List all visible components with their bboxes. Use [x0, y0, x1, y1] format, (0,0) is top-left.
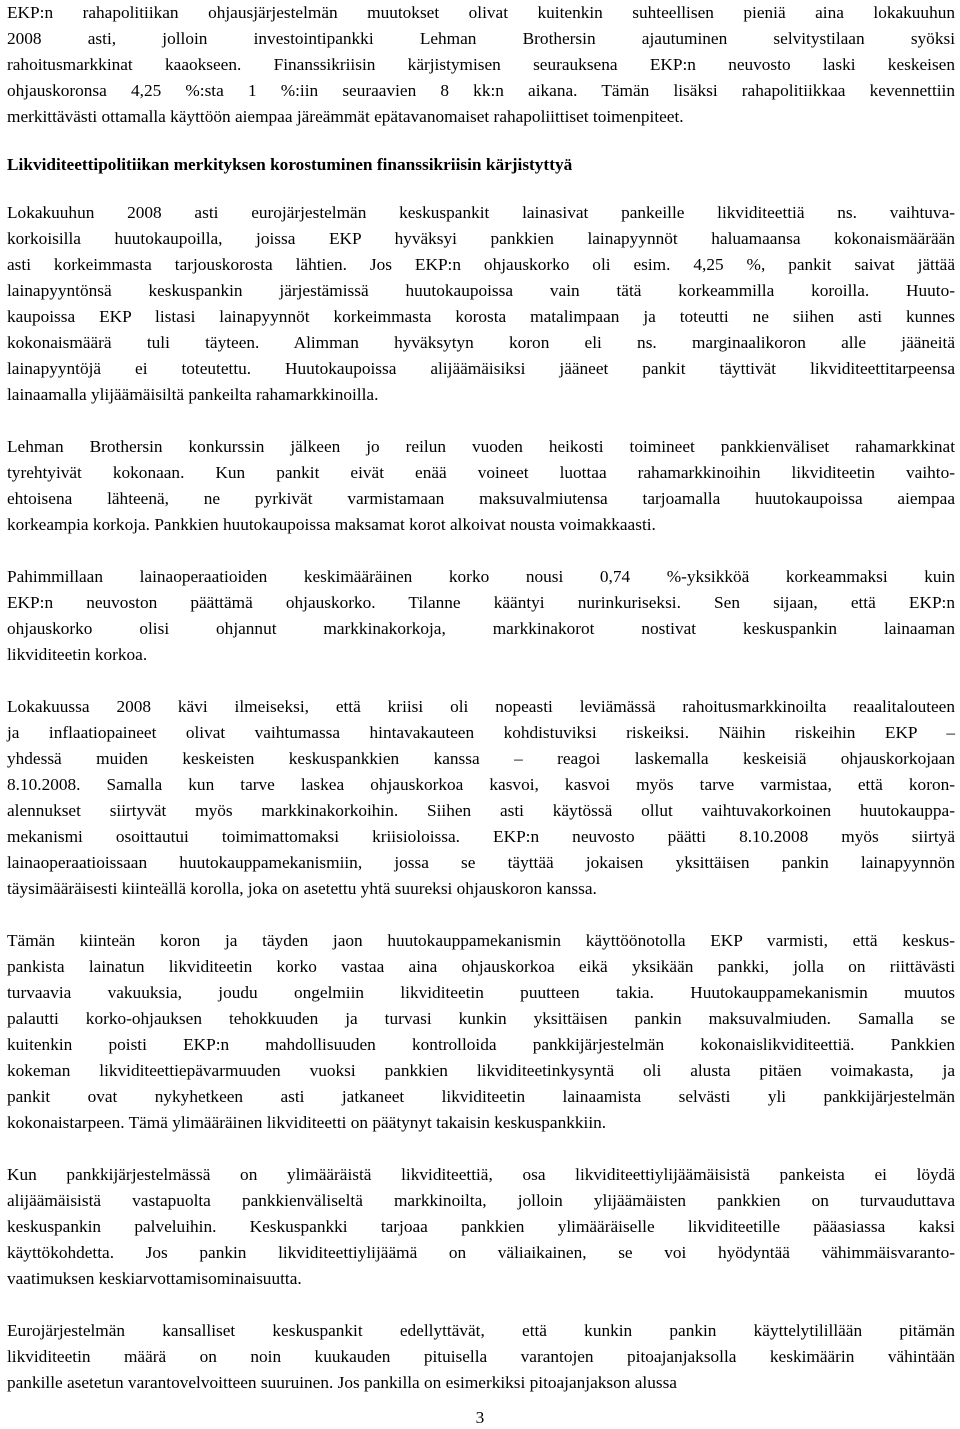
- paragraph-spacer: [7, 1292, 955, 1318]
- text-line: Lehman Brothersin konkurssin jälkeen jo reilun vuoden heikosti toimineet pankkienväliset rahamarkkinat: [7, 437, 955, 456]
- text-line: likviditeetin korkoa.: [7, 645, 148, 664]
- paragraph-spacer: [7, 902, 955, 928]
- text-line: kaupoissa EKP listasi lainapyynnöt korkeimmasta korosta matalimpaan ja toteutti ne siihen asti kunnes: [7, 307, 955, 326]
- page-number: 3: [475, 1408, 485, 1427]
- text-line: korkoisilla huutokaupoilla, joissa EKP hyväksyi pankkien lainapyynnöt haluamaansa kokonaismäärään: [7, 229, 955, 248]
- text-line: likviditeetin määrä on noin kuukauden pituisella varantojen pitoajanjaksolla keskimäärin vähintään: [7, 1347, 955, 1366]
- text-line: mekanismi osoittautui toimimattomaksi kriisioloissa. EKP:n neuvosto päätti 8.10.2008 myös siirtyä: [7, 827, 955, 846]
- text-line: pankit ovat nykyhetkeen asti jatkaneet likviditeetin lainaamista selvästi yli pankkijärjestelmän: [7, 1087, 955, 1106]
- text-line: lainapyyntöjä ei toteutettu. Huutokaupoissa alijäämäisiksi jääneet pankit täyttivät likviditeettitarpeensa: [7, 359, 955, 378]
- text-line: EKP:n rahapolitiikan ohjausjärjestelmän muutokset olivat kuitenkin suhteellisen pieniä aina lokakuuhun: [7, 3, 955, 22]
- text-line: ehtoisena lähteenä, ne pyrkivät varmistamaan maksuvalmiutensa tarjoamalla huutokaupoissa aiempaa: [7, 489, 955, 508]
- paragraph-p4: [7, 564, 955, 668]
- text-line: alijäämäisistä vastapuolta pankkienväliseltä markkinoilta, jolloin ylijäämäisten pankkien on turvauduttava: [7, 1191, 955, 1210]
- text-line: pankista lainatun likviditeetin korko vastaa aina ohjauskorkoa eikä yksikään pankki, jolla on riittävästi: [7, 957, 955, 976]
- text-line: rahoitusmarkkinat kaaokseen. Finanssikriisin kärjistymisen seurauksena EKP:n neuvosto laski keskeisen: [7, 55, 955, 74]
- text-line: Tämän kiinteän koron ja täyden jaon huutokauppamekanismin käyttöönotolla EKP varmisti, että keskus-: [7, 931, 955, 950]
- text-line: käyttökohdetta. Jos pankin likviditeettiylijäämä on väliaikainen, se voi hyödyntää vähimmäisvaranto-: [7, 1243, 955, 1262]
- text-line: merkittävästi ottamalla käyttöön aiempaa järeämmät epätavanomaiset rahapoliittiset toimenpiteet.: [7, 107, 684, 126]
- paragraph-spacer: [7, 130, 955, 152]
- text-line: 8.10.2008. Samalla kun tarve laskea ohjauskorkoa kasvoi, kasvoi myös tarve varmistaa, että koron-: [7, 775, 955, 794]
- text-line: EKP:n neuvoston päättämä ohjauskorko. Tilanne kääntyi nurinkuriseksi. Sen sijaan, että EKP:n: [7, 593, 955, 612]
- paragraph-p2: [7, 200, 955, 408]
- text-line: yhdessä muiden keskeisten keskuspankkien kanssa – reagoi laskemalla keskeisiä ohjauskorkojaan: [7, 749, 955, 768]
- text-line: keskuspankin palveluihin. Keskuspankki tarjoaa pankkien ylimääräiselle likviditeetille pääasiassa kaksi: [7, 1217, 955, 1236]
- text-line: kuitenkin poisti EKP:n mahdollisuuden kontrolloida pankkijärjestelmän kokonaislikviditeettiä. Pankkien: [7, 1035, 955, 1054]
- text-line: turvaavia vakuuksia, joudu ongelmiin likviditeetin puutteen takia. Huutokauppamekanismin muutos: [7, 983, 955, 1002]
- text-line: tyrehtyivät kokonaan. Kun pankit eivät enää voineet luottaa rahamarkkinoihin likviditeetin vaihto-: [7, 463, 955, 482]
- text-line: korkeampia korkoja. Pankkien huutokaupoissa maksamat korot alkoivat nousta voimakkaasti.: [7, 515, 656, 534]
- text-line: vaatimuksen keskiarvottamisominaisuutta.: [7, 1269, 302, 1288]
- paragraph-spacer: [7, 1136, 955, 1162]
- text-line: ja inflaatiopaineet olivat vaihtumassa hintavakauteen kohdistuviksi riskeiksi. Näihin riskeihin EKP –: [7, 723, 955, 742]
- text-line: lainapyyntönsä keskuspankin järjestämissä huutokaupoissa vain tätä korkeammilla koroilla. Huuto-: [7, 281, 955, 300]
- text-line: asti korkeimmasta tarjouskorosta lähtien. Jos EKP:n ohjauskorko oli esim. 4,25 %, pankit saivat jättää: [7, 255, 955, 274]
- paragraph-p3: [7, 434, 955, 538]
- text-line: alennukset siirtyvät myös markkinakorkoihin. Siihen asti käytössä ollut vaihtuvakorkoinen huutokauppa-: [7, 801, 955, 820]
- paragraph-p7: [7, 1162, 955, 1292]
- paragraph-p8: [7, 1318, 955, 1396]
- paragraph-p6: [7, 928, 955, 1136]
- text-line: täysimääräisesti kiinteällä korolla, joka on asetettu yhtä suureksi ohjauskoron kanssa.: [7, 879, 597, 898]
- text-line: lainaoperaatioissaan huutokauppamekanismiin, jossa se täyttää jokaisen yksittäisen pankin lainapyynnön: [7, 853, 955, 872]
- text-line: kokonaismäärä tuli täyteen. Alimman hyväksytyn koron eli ns. marginaalikoron alle jääneitä: [7, 333, 955, 352]
- text-line: kokeman likviditeettiepävarmuuden vuoksi pankkien likviditeetinkysyntä oli alusta pitäen voimakasta, ja: [7, 1061, 955, 1080]
- text-line: Pahimmillaan lainaoperaatioiden keskimääräinen korko nousi 0,74 %-yksikköä korkeammaksi kuin: [7, 567, 955, 586]
- paragraph-p5: [7, 694, 955, 902]
- paragraph-spacer: [7, 668, 955, 694]
- paragraph-spacer: [7, 408, 955, 434]
- text-line: palautti korko-ohjauksen tehokkuuden ja turvasi kunkin yksittäisen pankin maksuvalmiuden. Samalla se: [7, 1009, 955, 1028]
- text-line: kokonaistarpeen. Tämä ylimääräinen likviditeetti on päätynyt takaisin keskuspankkiin.: [7, 1113, 607, 1132]
- document-page: [7, 0, 955, 1396]
- text-line: 2008 asti, jolloin investointipankki Lehman Brothersin ajautuminen selvitystilaan syöksi: [7, 29, 955, 48]
- paragraph-p1: [7, 0, 955, 130]
- text-line: ohjauskorko olisi ohjannut markkinakorkoja, markkinakorot nostivat keskuspankin lainaaman: [7, 619, 955, 638]
- section-heading: Likviditeettipolitiikan merkityksen korostuminen finanssikriisin kärjistyttyä: [7, 155, 573, 174]
- paragraph-spacer: [7, 178, 955, 200]
- paragraph-spacer: [7, 538, 955, 564]
- text-line: Lokakuussa 2008 kävi ilmeiseksi, että kriisi oli nopeasti leviämässä rahoitusmarkkinoilta reaalitalouteen: [7, 697, 955, 716]
- text-line: ohjauskoronsa 4,25 %:sta 1 %:iin seuraavien 8 kk:n aikana. Tämän lisäksi rahapolitiikkaa kevennettiin: [7, 81, 955, 100]
- text-line: Eurojärjestelmän kansalliset keskuspankit edellyttävät, että kunkin pankin käyttelytilillään pitämän: [7, 1321, 955, 1340]
- text-line: Lokakuuhun 2008 asti eurojärjestelmän keskuspankit lainasivat pankeille likviditeettiä ns. vaihtuva-: [7, 203, 955, 222]
- text-line: pankille asetetun varantovelvoitteen suuruinen. Jos pankilla on esimerkiksi pitoajanjakson alussa: [7, 1373, 677, 1392]
- text-line: Kun pankkijärjestelmässä on ylimääräistä likviditeettiä, osa likviditeettiylijäämäisistä pankeista ei löydä: [7, 1165, 955, 1184]
- text-line: lainaamalla ylijäämäisiltä pankeilta rahamarkkinoilla.: [7, 385, 379, 404]
